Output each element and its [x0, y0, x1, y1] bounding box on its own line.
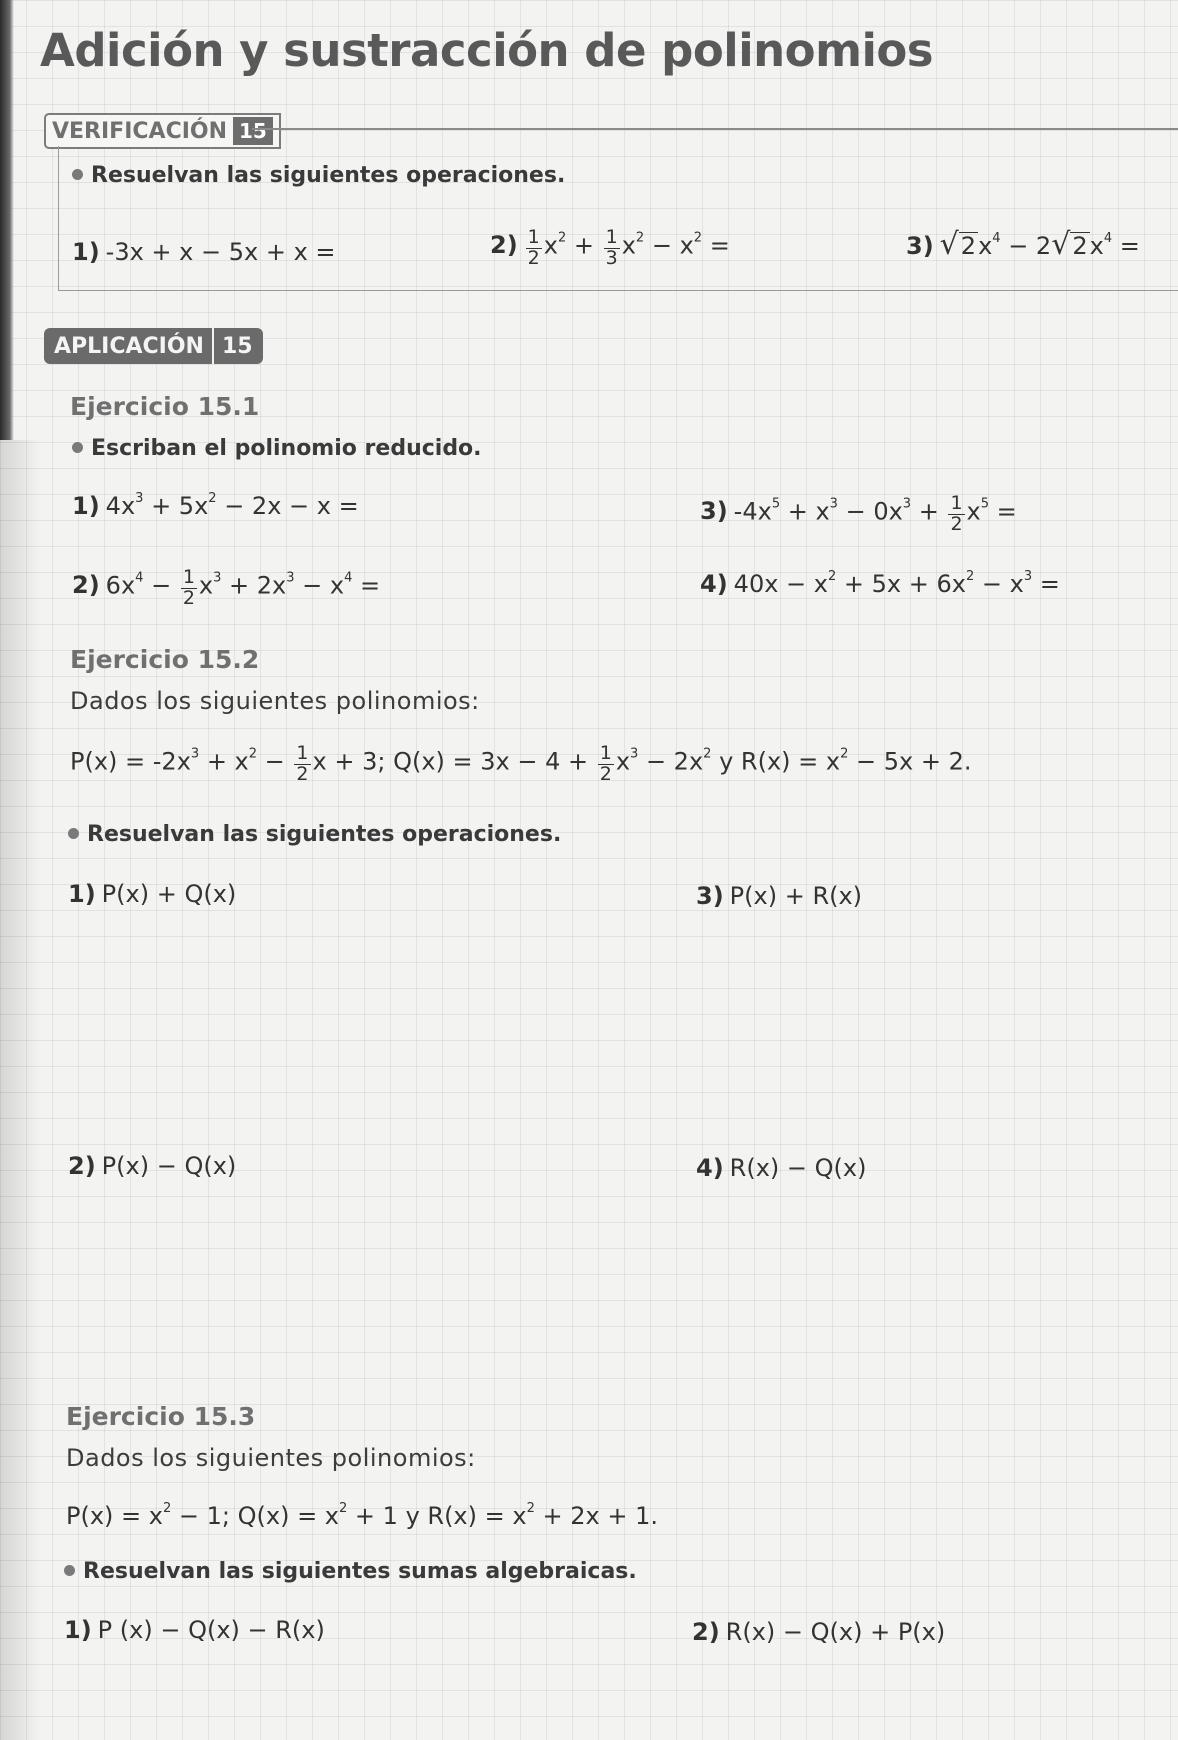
aplicacion-number: 15 — [221, 333, 253, 359]
verificacion-label: VERIFICACIÓN — [52, 118, 228, 144]
fraction-one-half: $\frac{1}{2}$ — [599, 742, 612, 785]
ejercicio-15-3-polynomials: $P(x) = x^2 - 1$; $Q(x) = x^2 + 1$ y $R(x) = x^2 + 2x + 1$. — [66, 1501, 658, 1530]
aplicacion-label: APLICACIÓN — [54, 333, 204, 359]
ejercicio-15-1-item-1: 1) $4x^3 + 5x^2 - 2x - x$ = — [72, 491, 359, 520]
verificacion-badge — [44, 113, 281, 149]
sqrt-symbol: √ — [939, 227, 959, 262]
verificacion-exercise-1: 1) -3x + x − 5x + x = — [72, 238, 336, 266]
verificacion-instruction: Resuelvan las siguientes operaciones. — [72, 163, 565, 188]
verificacion-exercise-3: 3) $√2x^4 - 2√2x^4$ = — [906, 227, 1140, 262]
ejercicio-15-3-given: Dados los siguientes polinomios: — [66, 1444, 476, 1472]
verificacion-rule — [252, 128, 1178, 130]
verificacion-exercise-2: 2) $\frac{1}{2}$ $x^2$ + $\frac{1}{3}$ $x^2 - x^2$ = — [490, 226, 730, 269]
ejercicio-15-2-op-2: 2) P(x) − Q(x) — [68, 1152, 237, 1180]
ejercicio-15-1-item-3: 3) $-4x^5 + x^3 - 0x^3$ + $\frac{1}{2}$ $x^5$ = — [700, 492, 1017, 535]
page-gutter-shadow — [0, 440, 40, 1740]
fraction-one-half: $\frac{1}{2}$ — [182, 566, 195, 609]
ejercicio-15-3-instruction: Resuelvan las siguientes sumas algebraicas. — [64, 1559, 637, 1584]
bullet-dot — [64, 1565, 75, 1576]
bullet-dot — [68, 828, 79, 839]
ejercicio-15-2-op-1: 1) P(x) + Q(x) — [68, 880, 237, 908]
ejercicio-15-2-given: Dados los siguientes polinomios: — [70, 687, 480, 715]
ejercicio-15-2-op-4: 4) R(x) − Q(x) — [696, 1154, 867, 1182]
bullet-dot — [72, 442, 83, 453]
page-title: Adición y sustracción de polinomios — [40, 24, 934, 77]
fraction-one-half: $\frac{1}{2}$ — [527, 226, 540, 269]
ejercicio-15-2-op-3: 3) P(x) + R(x) — [696, 882, 863, 910]
ejercicio-15-2-polynomials: $P(x) = -2x^3 + x^2$ − $\frac{1}{2}$ x + 3; Q(x) = 3x − 4 + $\frac{1}{2}$ $x^3 - 2x^2$ y $R(x) = x^2 - 5x + 2$. — [70, 742, 972, 785]
ejercicio-15-3-heading: Ejercicio 15.3 — [66, 1402, 256, 1431]
fraction-one-half: $\frac{1}{2}$ — [296, 742, 309, 785]
fraction-one-third: $\frac{1}{3}$ — [605, 226, 618, 269]
ejercicio-15-3-op-2: 2) R(x) − Q(x) + P(x) — [692, 1618, 946, 1646]
verificacion-number: 15 — [233, 117, 273, 145]
ejercicio-15-2-heading: Ejercicio 15.2 — [70, 645, 260, 674]
book-spine-shadow — [0, 0, 14, 440]
badge-divider — [212, 328, 214, 364]
aplicacion-badge — [44, 328, 263, 364]
ejercicio-15-3-op-1: 1) P (x) − Q(x) − R(x) — [64, 1616, 325, 1644]
bullet-dot — [72, 169, 83, 180]
ejercicio-15-1-heading: Ejercicio 15.1 — [70, 392, 260, 421]
sqrt-symbol: √ — [1051, 227, 1071, 262]
ejercicio-15-1-item-4: 4) $40x - x^2 + 5x + 6x^2 - x^3$ = — [700, 569, 1060, 598]
fraction-one-half: $\frac{1}{2}$ — [950, 492, 963, 535]
ejercicio-15-1-instruction: Escriban el polinomio reducido. — [72, 436, 482, 461]
ejercicio-15-1-item-2: 2) $6x^4$ − $\frac{1}{2}$ $x^3 + 2x^3 - x^4$ = — [72, 566, 381, 609]
ejercicio-15-2-instruction: Resuelvan las siguientes operaciones. — [68, 822, 561, 847]
